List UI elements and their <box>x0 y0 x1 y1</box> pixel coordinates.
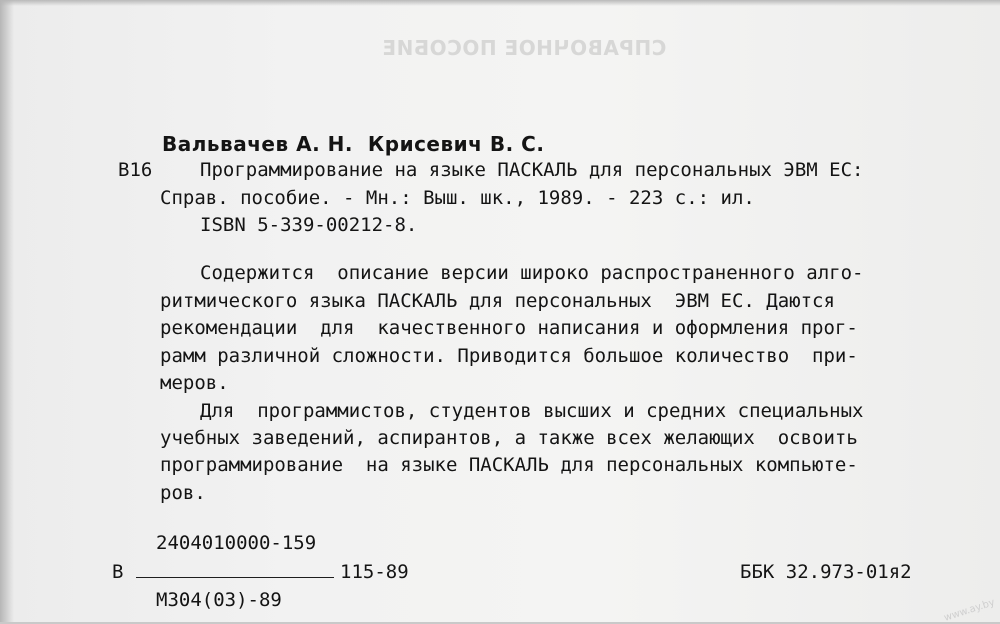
authors: Вальвачев А. Н. Крисевич В. С. <box>162 132 545 156</box>
annotation-line: рамм различной сложности. Приводится большое количество при- <box>160 345 858 367</box>
title-line-2: Справ. пособие. - Мн.: Выш. шк., 1989. - 223 с.: ил. <box>160 187 755 209</box>
audience-line: программирование на языке ПАСКАЛЬ для персональных компьюте- <box>160 454 858 476</box>
bbk-code: ББК 32.973-01я2 <box>740 561 912 583</box>
show-through-text: СПРАВОЧНОЕ ПОСОБИЕ <box>382 36 667 60</box>
catalog-code: В16 <box>118 159 153 181</box>
fraction-rule <box>136 577 334 578</box>
audience-line: учебных заведений, аспирантов, а также всех желающих освоить <box>160 427 858 449</box>
site-watermark: www.ay.by <box>942 597 997 624</box>
index-letter: В <box>112 561 124 583</box>
annotation-line: меров. <box>160 372 229 394</box>
audience-line: Для программистов, студентов высших и средних специальных <box>200 400 864 422</box>
index-code-right: 115-89 <box>340 561 409 583</box>
annotation-line: ритмического языка ПАСКАЛЬ для персональных ЭВМ ЕС. Даются <box>160 290 835 312</box>
index-code-bottom: М304(03)-89 <box>156 589 282 611</box>
page-fold-shadow <box>0 0 14 622</box>
audience-line: ров. <box>160 482 206 504</box>
annotation-line: рекомендации для качественного написания и оформления прог- <box>160 317 858 339</box>
annotation-line: Содержится описание версии широко распространенного алго- <box>200 262 864 284</box>
page-top-shadow <box>0 0 1000 6</box>
isbn: ISBN 5-339-00212-8. <box>200 214 418 236</box>
index-code-top: 2404010000-159 <box>156 532 317 554</box>
title-line-1: Программирование на языке ПАСКАЛЬ для персональных ЭВМ ЕС: <box>200 159 864 181</box>
